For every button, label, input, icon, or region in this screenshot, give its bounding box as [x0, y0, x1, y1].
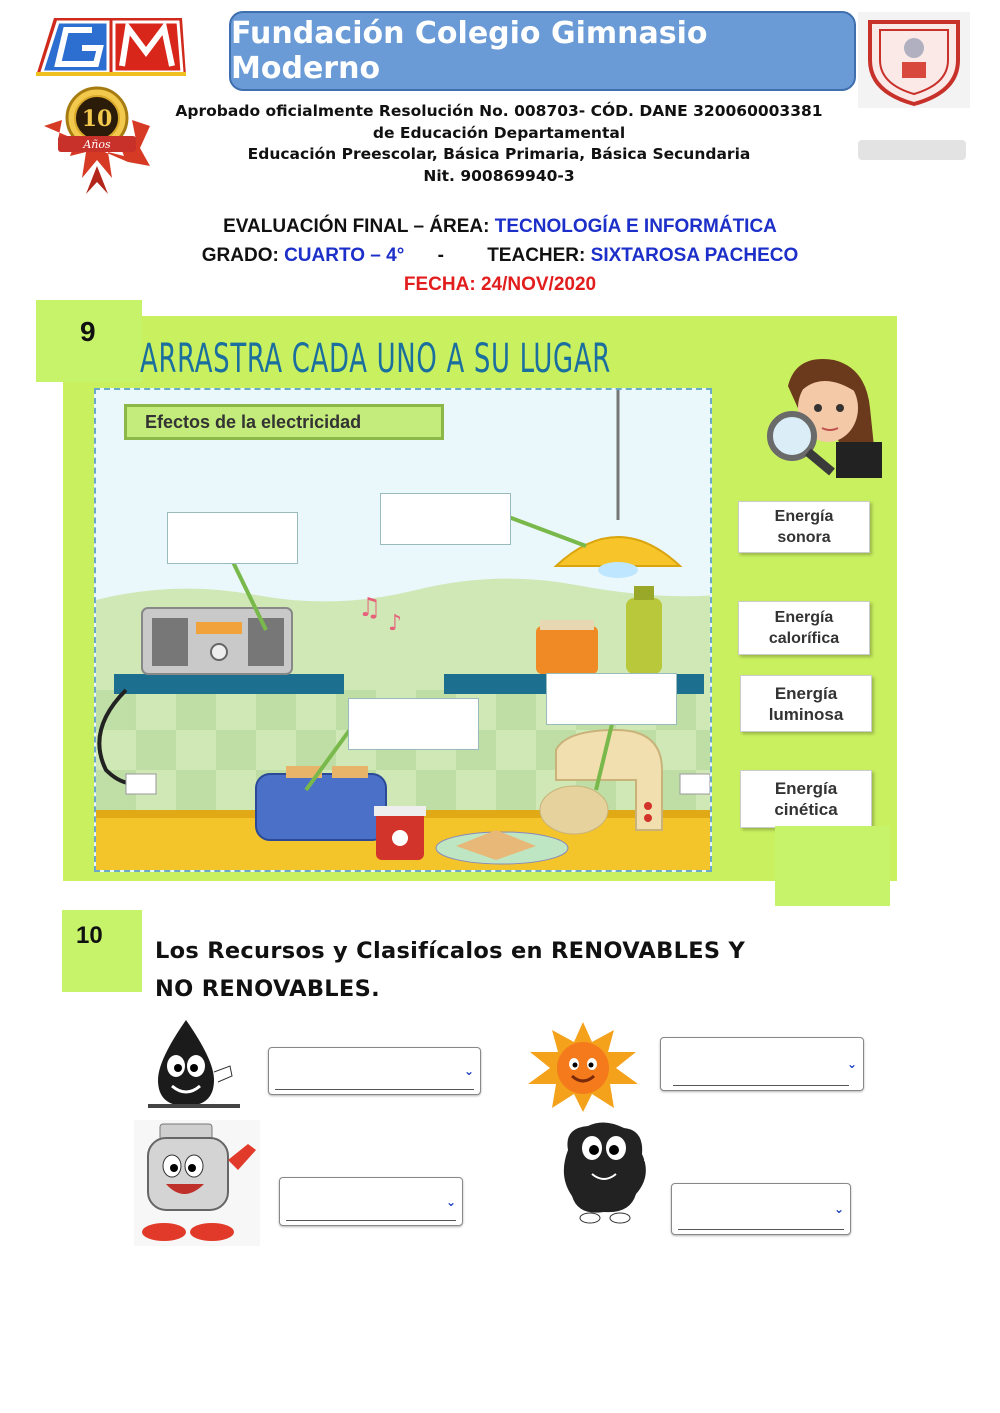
svg-text:♪: ♪ [388, 611, 403, 636]
activity-9-number-box [36, 300, 142, 382]
option-line-2: calorífica [768, 630, 840, 647]
school-name: Fundación Colegio Gimnasio Moderno [231, 16, 708, 86]
evaluation-area-line [0, 216, 1000, 238]
option-energia-cinetica[interactable] [740, 770, 872, 828]
option-energia-calorifica[interactable] [738, 601, 870, 655]
question-line-2: NO RENOVABLES. [155, 976, 380, 1002]
chevron-down-icon: ⌄ [445, 1194, 456, 1209]
teacher-label: TEACHER: [487, 245, 591, 266]
drag-instruction: ARRASTRA CADA UNO A SU LUGAR [140, 336, 612, 382]
approval-line-4: Nit. 900869940-3 [423, 166, 575, 185]
option-line-1: Energía [774, 683, 838, 703]
activity-9-number: 9 [80, 316, 96, 347]
area-value: TECNOLOGÍA E INFORMÁTICA [494, 216, 777, 237]
drop-box-lamp[interactable] [380, 493, 511, 545]
option-line-1: Energía [774, 609, 834, 626]
green-square [775, 826, 890, 906]
svg-text:♫: ♫ [358, 593, 382, 623]
approval-text [148, 101, 850, 187]
classification-select-sun[interactable] [660, 1037, 864, 1091]
chevron-down-icon: ⌄ [833, 1202, 844, 1216]
separator: - [437, 245, 444, 266]
option-energia-luminosa[interactable] [740, 675, 872, 732]
gas-cylinder-icon [134, 1120, 260, 1246]
anniversary-medal-icon [40, 82, 154, 194]
chevron-down-icon: ⌄ [463, 1064, 474, 1078]
medal-number: 10 [81, 106, 113, 132]
grade-value: CUARTO – 4° [284, 245, 405, 266]
scene-label [124, 404, 444, 440]
kitchen-scene [94, 388, 712, 872]
kitchen-illustration [96, 390, 712, 872]
drop-box-radio[interactable] [167, 512, 298, 564]
school-name-banner [229, 11, 856, 91]
approval-line-3: Educación Preescolar, Básica Primaria, Básica Secundaria [247, 145, 751, 163]
drop-box-toaster[interactable] [348, 698, 479, 750]
detective-girl-icon [766, 356, 882, 478]
classification-select-gas[interactable] [279, 1177, 463, 1226]
oil-drop-icon [148, 1016, 240, 1112]
drop-box-mixer[interactable] [546, 673, 677, 725]
medal-subtext: Años [83, 138, 111, 151]
scene-label-text: Efectos de la electricidad [145, 411, 362, 432]
option-line-2: luminosa [768, 704, 844, 724]
teacher-value: SIXTAROSA PACHECO [590, 245, 799, 266]
coal-icon [544, 1114, 664, 1226]
sun-icon [518, 1022, 648, 1112]
option-line-2: sonora [777, 529, 831, 546]
option-line-1: Energía [774, 779, 838, 798]
evaluation-date-line [0, 274, 1000, 296]
activity-10-number-box [62, 910, 142, 992]
classification-select-oil[interactable] [268, 1047, 481, 1095]
approval-line-2: de Educación Departamental [372, 123, 626, 142]
option-energia-sonora[interactable] [738, 501, 870, 553]
evaluation-grade-line [0, 245, 1000, 267]
blurred-text [858, 140, 966, 160]
activity-10-number: 10 [76, 922, 103, 949]
option-line-1: Energía [774, 508, 834, 525]
grade-label: GRADO: [201, 245, 285, 266]
option-line-2: cinética [774, 800, 838, 819]
activity-10-question [155, 932, 875, 1008]
school-shield-icon [858, 12, 970, 108]
approval-line-1: Aprobado oficialmente Resolución No. 008703- CÓD. DANE 320060003381 [175, 102, 823, 120]
question-line-1: Los Recursos y Clasifícalos en RENOVABLES Y [155, 938, 746, 964]
chevron-down-icon: ⌄ [846, 1057, 857, 1071]
gm-logo-icon [30, 12, 188, 78]
area-label: EVALUACIÓN FINAL – ÁREA: [223, 216, 495, 237]
date: FECHA: 24/NOV/2020 [403, 274, 597, 295]
classification-select-coal[interactable] [671, 1183, 851, 1235]
